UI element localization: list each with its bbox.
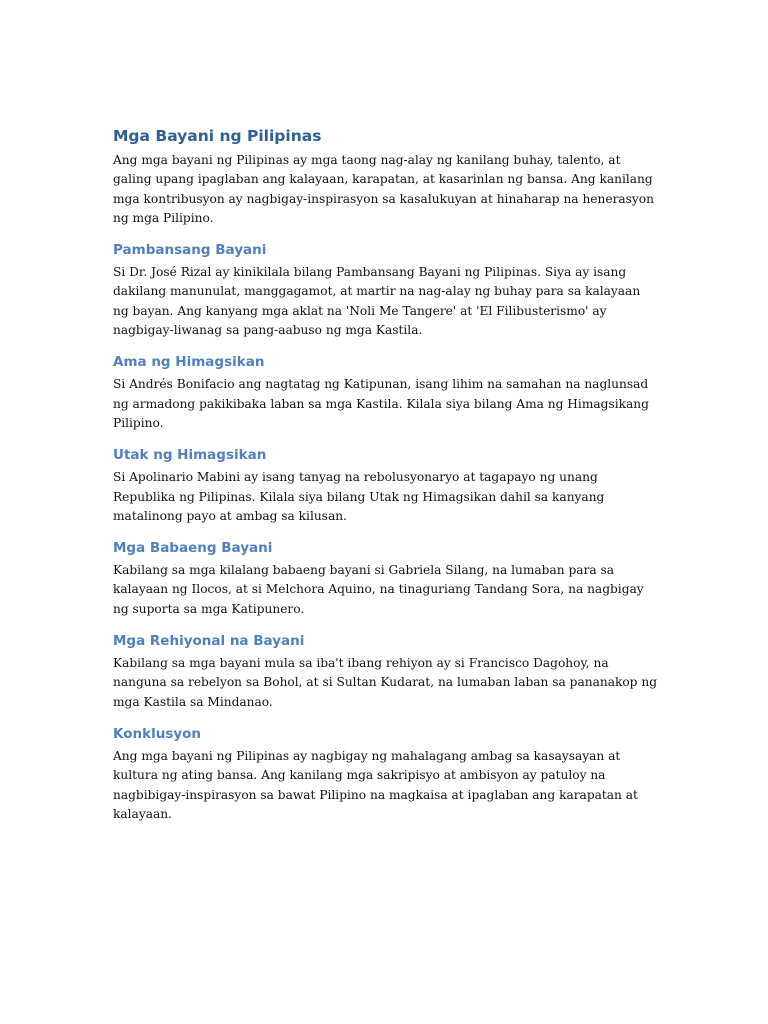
- section-heading: Mga Rehiyonal na Bayani: [113, 633, 305, 650]
- section-mga-babaeng-bayani: [113, 539, 658, 619]
- document-page: [113, 126, 658, 824]
- document-title: Mga Bayani ng Pilipinas: [113, 127, 322, 145]
- section-paragraph: Si Dr. José Rizal ay kinikilala bilang Pambansang Bayani ng Pilipinas. Siya ay isang dakilang manunulat, manggagamot, at martir na nag-alay ng buhay para sa kalayaan ng bayan. Ang kanyang mga aklat na 'Noli Me Tangere' at 'El Filibusterismo' ay nagbigay-liwanag sa pang-aabuso ng mga Kastila.: [113, 265, 641, 338]
- section-pambansang-bayani: [113, 241, 658, 340]
- section-paragraph: Kabilang sa mga kilalang babaeng bayani si Gabriela Silang, na lumaban para sa kalayaan ng Ilocos, at si Melchora Aquino, na tinaguriang Tandang Sora, na nagbigay ng suporta sa mga Katipunero.: [113, 563, 644, 616]
- section-mga-rehiyonal-na-bayani: [113, 632, 658, 712]
- section-konklusyon: [113, 725, 658, 824]
- section-heading: Pambansang Bayani: [113, 242, 267, 259]
- section-heading: Utak ng Himagsikan: [113, 447, 267, 464]
- section-paragraph: Si Andrés Bonifacio ang nagtatag ng Katipunan, isang lihim na samahan na naglunsad ng armadong pakikibaka laban sa mga Kastila. Kilala siya bilang Ama ng Himagsikang Pilipino.: [113, 377, 649, 430]
- section-ama-ng-himagsikan: [113, 353, 658, 433]
- intro-paragraph: Ang mga bayani ng Pilipinas ay mga taong nag-alay ng kanilang buhay, talento, at galing upang ipaglaban ang kalayaan, karapatan, at kasarinlan ng bansa. Ang kanilang mga kontribusyon ay nagbigay-inspirasyon sa kasalukuyan at hinaharap na henerasyon ng mga Pilipino.: [113, 153, 654, 225]
- section-heading: Ama ng Himagsikan: [113, 354, 265, 371]
- section-paragraph: Ang mga bayani ng Pilipinas ay nagbigay ng mahalagang ambag sa kasaysayan at kultura ng ating bansa. Ang kanilang mga sakripisyo at ambisyon ay patuloy na nagbibigay-inspirasyon sa bawat Pilipino na magkaisa at ipaglaban ang karapatan at kalayaan.: [113, 748, 638, 821]
- section-utak-ng-himagsikan: [113, 446, 658, 526]
- section-heading: Konklusyon: [113, 725, 202, 742]
- section-paragraph: Si Apolinario Mabini ay isang tanyag na rebolusyonaryo at tagapayo ng unang Republika ng Pilipinas. Kilala siya bilang Utak ng Himagsikan dahil sa kanyang matalinong payo at ambag sa kilusan.: [113, 470, 605, 523]
- section-paragraph: Kabilang sa mga bayani mula sa iba't ibang rehiyon ay si Francisco Dagohoy, na nanguna sa rebelyon sa Bohol, at si Sultan Kudarat, na lumaban laban sa pananakop ng mga Kastila sa Mindanao.: [113, 656, 658, 709]
- section-heading: Mga Babaeng Bayani: [113, 540, 273, 557]
